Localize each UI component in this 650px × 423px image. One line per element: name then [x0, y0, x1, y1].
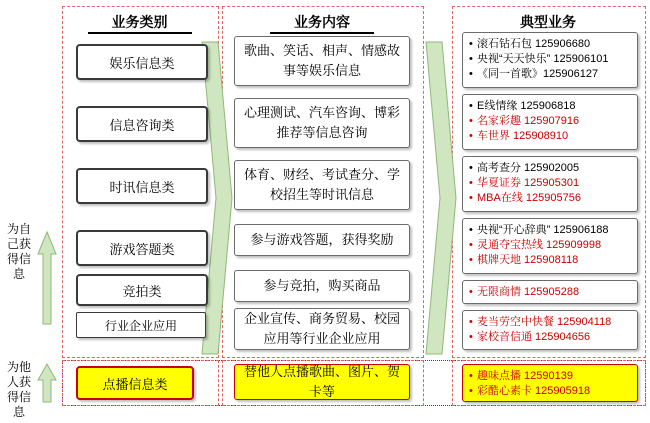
bullet-icon: • — [469, 254, 473, 266]
typical-line-text: 高考查分 125902005 — [477, 162, 580, 174]
typical-box-4[interactable] — [462, 280, 638, 304]
typical-line — [469, 369, 633, 384]
typical-box-6[interactable] — [462, 364, 638, 402]
content-box-4[interactable] — [234, 270, 410, 302]
typical-line — [469, 238, 633, 253]
typical-line-text: E线情缘 125906818 — [477, 100, 576, 112]
bullet-icon: • — [469, 192, 473, 204]
typical-box-5[interactable] — [462, 310, 638, 350]
content-box-2[interactable] — [234, 160, 410, 210]
typical-box-2[interactable] — [462, 156, 638, 212]
category-pill-label: 竞拍类 — [122, 283, 162, 299]
bullet-icon: • — [469, 224, 473, 236]
typical-line-text: 车世界 125908910 — [477, 130, 569, 142]
typical-line — [469, 191, 633, 206]
bullet-icon: • — [469, 68, 473, 80]
content-title-rule — [270, 32, 374, 34]
category-pill-label: 游戏答题类 — [109, 241, 175, 257]
typical-column-title: 典型业务 — [520, 14, 576, 30]
side-label-others: 为他人获得信息 — [6, 360, 31, 419]
bullet-icon: • — [469, 100, 473, 112]
bullet-icon: • — [469, 286, 473, 298]
category-pill-0[interactable] — [76, 44, 208, 80]
typical-line-text: 滚石钻石包 125906680 — [477, 38, 591, 50]
content-box-text: 体育、财经、考试查分、学校招生等时讯信息 — [243, 167, 400, 202]
bullet-icon: • — [469, 370, 473, 382]
up-arrow-self — [36, 230, 58, 326]
content-box-text: 企业宣传、商务贸易、校园应用等行业企业应用 — [243, 311, 400, 346]
category-title-rule — [88, 32, 192, 34]
category-column-title: 业务类别 — [111, 14, 168, 30]
category-pill-6[interactable] — [76, 366, 194, 400]
bullet-icon: • — [469, 38, 473, 50]
bullet-icon: • — [469, 53, 473, 65]
content-box-6[interactable] — [234, 364, 410, 400]
bullet-icon: • — [469, 115, 473, 127]
typical-line — [469, 52, 633, 67]
typical-line — [469, 129, 633, 144]
bullet-icon: • — [469, 177, 473, 189]
bullet-icon: • — [469, 239, 473, 251]
category-pill-5[interactable] — [76, 312, 206, 338]
category-pill-label: 信息咨询类 — [109, 117, 175, 133]
typical-line — [469, 253, 633, 268]
typical-box-0[interactable] — [462, 32, 638, 88]
up-arrow-others — [36, 362, 58, 404]
typical-line-text: 家校音信通 125904656 — [477, 331, 591, 343]
typical-line — [469, 384, 633, 399]
typical-line — [469, 67, 633, 82]
category-pill-label: 点播信息类 — [102, 376, 168, 392]
category-pill-4[interactable] — [76, 274, 208, 306]
typical-line — [469, 37, 633, 52]
typical-line — [469, 223, 633, 238]
content-column-title: 业务内容 — [294, 14, 350, 30]
category-pill-label: 时讯信息类 — [109, 179, 175, 195]
typical-line — [469, 315, 633, 330]
typical-line-text: 央视“天天快乐” 125906101 — [477, 53, 609, 65]
typical-line-text: 灵通夺宝热线 125909998 — [477, 239, 602, 251]
bullet-icon: • — [469, 162, 473, 174]
typical-line — [469, 161, 633, 176]
typical-line-text: 无限商情 125905288 — [477, 286, 580, 298]
typical-line — [469, 285, 633, 300]
green-arrow-content-to-typical — [424, 40, 458, 356]
typical-line — [469, 176, 633, 191]
content-box-1[interactable] — [234, 98, 410, 148]
content-box-0[interactable] — [234, 36, 410, 86]
typical-box-3[interactable] — [462, 218, 638, 274]
content-box-5[interactable] — [234, 308, 410, 350]
category-pill-1[interactable] — [76, 106, 208, 142]
typical-box-1[interactable] — [462, 94, 638, 150]
typical-line-text: 名家彩趣 125907916 — [477, 115, 580, 127]
content-box-text: 歌曲、笑话、相声、情感故事等娱乐信息 — [243, 43, 400, 78]
typical-line-text: 麦当劳空中快餐 125904118 — [477, 316, 612, 328]
typical-line-text: 《同一首歌》125906127 — [477, 68, 599, 80]
bullet-icon: • — [469, 385, 473, 397]
typical-line-text: 彩酷心素卡 125905918 — [477, 385, 591, 397]
content-box-text: 替他人点播歌曲、图片、贺卡等 — [243, 364, 400, 399]
typical-line-text: 趣味点播 12590139 — [477, 370, 573, 382]
typical-line-text: 棋牌天地 125908118 — [477, 254, 579, 266]
bullet-icon: • — [469, 316, 473, 328]
typical-line-text: MBA在线 125905756 — [477, 192, 581, 204]
typical-line — [469, 114, 633, 129]
typical-line — [469, 330, 633, 345]
typical-line-text: 央视“开心辞典” 125906188 — [477, 224, 609, 236]
content-box-text: 参与竞拍，购买商品 — [263, 278, 381, 293]
typical-line — [469, 99, 633, 114]
category-pill-2[interactable] — [76, 168, 208, 204]
content-box-text: 心理测试、汽车咨询、博彩推荐等信息咨询 — [243, 105, 400, 140]
typical-line-text: 华夏证券 125905301 — [477, 177, 580, 189]
category-pill-label: 娱乐信息类 — [109, 55, 175, 71]
bullet-icon: • — [469, 331, 473, 343]
category-pill-label: 行业企业应用 — [104, 318, 177, 333]
category-pill-3[interactable] — [76, 230, 208, 266]
content-box-3[interactable] — [234, 224, 410, 256]
bullet-icon: • — [469, 130, 473, 142]
side-label-self: 为自己获得信息 — [6, 222, 31, 281]
content-box-text: 参与游戏答题，获得奖励 — [250, 232, 394, 247]
